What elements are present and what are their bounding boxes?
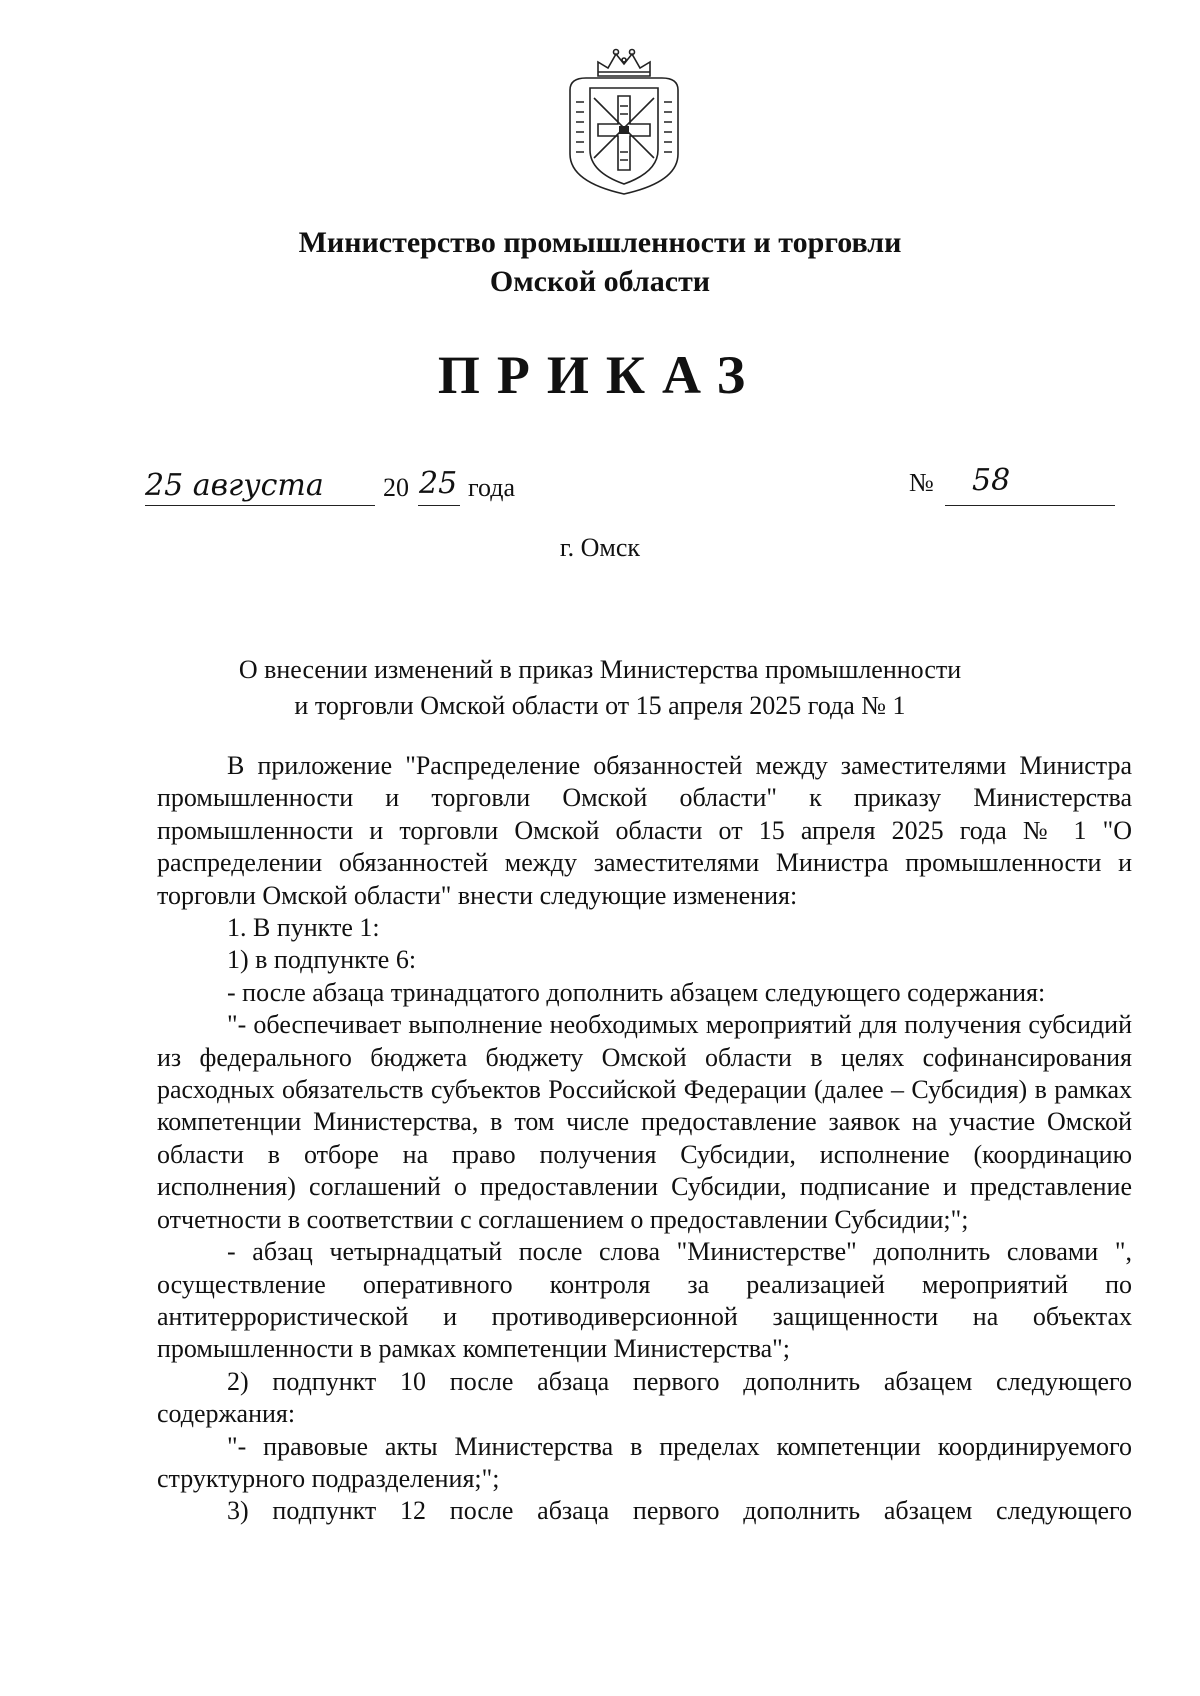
handwritten-date: 25 августа	[145, 468, 324, 503]
number-label: №	[909, 468, 934, 497]
subject-line2: и торговли Омской области от 15 апреля 2025 года № 1	[294, 691, 906, 720]
body-quoted-paragraph-2: "- правовые акты Министерства в пределах компетенции координируемого структурного подразделения;";	[157, 1431, 1132, 1493]
body-quoted-paragraph-1: "- обеспечивает выполнение необходимых мероприятий для получения субсидий из федерального бюджета бюджету Омской области в целях софинансирования расходных обязательств субъектов Российской Федерации (далее – Субсидия) в рамках компетенции Министерства, в том числе предоставление заявок на участие Омской области в отборе на право получения Субсидии, исполнение (координацию исполнения) соглашений о предоставлении Субсидии, подписание и представление отчетности в соответствии с соглашением о предоставлении Субсидии;";	[157, 1010, 1132, 1234]
document-subject	[0, 652, 1200, 724]
year-suffix: года	[468, 473, 516, 502]
document-body	[157, 750, 1132, 1528]
handwritten-number: 58	[972, 463, 1011, 498]
body-item-1: 1. В пункте 1:	[227, 913, 380, 943]
year-prefix: 20	[383, 473, 409, 502]
body-subitem-2: 2) подпункт 10 после абзаца первого дополнить абзацем следующего содержания:	[157, 1366, 1132, 1429]
body-subitem-3: 3) подпункт 12 после абзаца первого дополнить абзацем следующего	[227, 1496, 1132, 1526]
body-dash-item-1: - после абзаца тринадцатого дополнить абзацем следующего содержания:	[227, 977, 1046, 1007]
document-type-title: ПРИКАЗ	[437, 345, 763, 405]
organization-name-line2: Омской области	[489, 265, 711, 298]
handwritten-year: 25	[419, 466, 458, 501]
body-dash-item-2: - абзац четырнадцатый после слова "Министерстве" дополнить словами ", осуществление оперативного контроля за реализацией мероприятий по антитеррористической и противодиверсионной защищенности на объектах промышленности в рамках компетенции Министерства";	[157, 1237, 1132, 1364]
subject-line1: О внесении изменений в приказ Министерства промышленности	[238, 655, 962, 684]
body-subitem-1: 1) в подпункте 6:	[227, 945, 417, 975]
date-underline	[145, 505, 375, 506]
coat-of-arms-icon	[560, 42, 688, 198]
organization-name-line1: Министерство промышленности и торговли	[298, 226, 902, 259]
city: г. Омск	[559, 533, 641, 562]
number-underline	[945, 505, 1115, 506]
year-underline	[418, 505, 460, 506]
body-paragraph-intro: В приложение "Распределение обязанностей между заместителями Министра промышленности и торговли Омской области" к приказу Министерства промышленности и торговли Омской области от 15 апреля 2025 года № 1 "О распределении обязанностей между заместителями Министра промышленности и торговли Омской области" внести следующие изменения:	[157, 751, 1132, 910]
